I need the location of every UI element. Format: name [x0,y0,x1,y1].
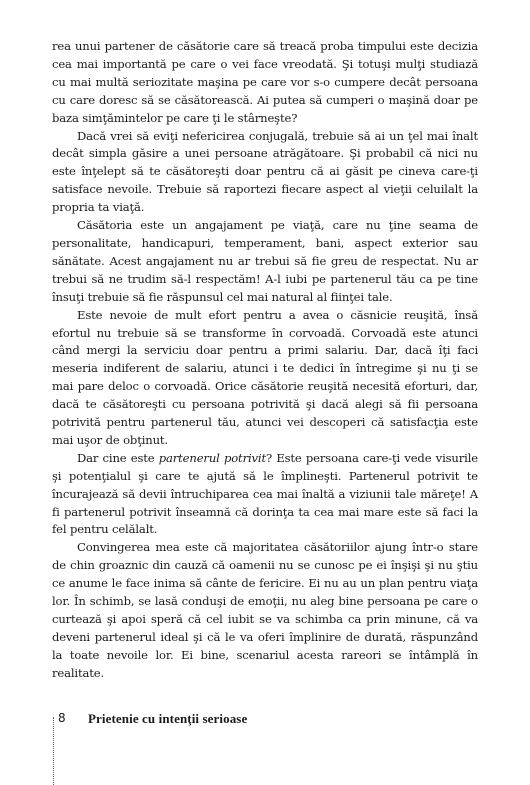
paragraph: Dacă vrei să eviţi nefericirea conjugală, trebuie să ai un ţel mai înalt decât simpla găsire a unei persoane atrăgătoare. Şi probabil că nici nu este înţelept să te căsătoreşti doar pentru că ai găsit pe cineva care-ţi satisface nevoile. Trebuie să raportezi fiecare aspect al vieţii celuilalt la propria ta viaţă. [52,128,478,215]
emphasized-term: partenerul potrivit [158,450,266,465]
margin-dotted-rule [53,717,54,785]
paragraph-rest: ? Este persoana care-ţi vede visurile şi potenţialul şi care te ajută să le împlineşti. Partenerul potrivit te încurajează să devii întruchiparea cea mai înaltă a viziunii tale măreţe! A fi partenerul potrivit înseamnă că dorinţa ta cea mai mare este să faci la fel pentru celălalt. [52,450,478,537]
paragraph-with-emphasis [52,450,478,540]
paragraph: Convingerea mea este că majoritatea căsătoriilor ajung într-o stare de chin groaznic din cauză că oamenii nu se cunosc pe ei înşişi şi nu ştiu ce anume le face inima să cânte de fericire. Ei nu au un plan pentru viaţa lor. În schimb, se lasă conduşi de emoţii, nu aleg bine persoana pe care o curtează şi apoi speră că cel iubit se va schimba ca prin minune, că va deveni partenerul ideal şi că le va oferi împlinire de durată, răspunzând la toate nevoile lor. Ei bine, scenariul acesta rareori se întâmplă în realitate. [52,540,478,680]
page-body [52,38,478,683]
paragraph: rea unui partener de căsătorie care să treacă proba timpului este decizia cea mai importantă pe care o vei face vreodată. Şi totuşi mulţi studiază cu mai multă seriozitate maşina pe care vor s-o cumpere decât persoana cu care doresc să se căsătorească. Ai putea să cumperi o maşină doar pe baza simţămintelor pe care ţi le stârneşte? [52,39,478,125]
paragraph: Este nevoie de mult efort pentru a avea o căsnicie reuşită, însă efortul nu trebuie să se transforme în corvoadă. Corvoadă este atunci când mergi la serviciu doar pentru a primi salariu. Dar, dacă îţi faci meseria indiferent de salariu, atunci i te dedici în întregime şi nu ţi se mai pare deloc o corvoadă. Orice căsătorie reuşită necesită eforturi, dar, dacă te căsătoreşti cu persoana potrivită şi dacă alegi să fii persoana potrivită pentru partenerul tău, atunci vei descoperi că satisfacţia este mai uşor de obţinut. [52,307,478,447]
page-footer [52,711,478,741]
paragraph-lead: Dar cine este [77,450,159,465]
page-number: 8 [58,711,66,725]
paragraph: Căsătoria este un angajament pe viaţă, care nu ţine seama de personalitate, handicapuri, temperament, bani, aspect exterior sau sănătate. Acest angajament nu ar trebui să fie greu de respectat. Nu ar trebui să ne trudim să-l respectăm! A-l iubi pe partenerul tău ca pe tine însuţi trebuie să fie răspunsul cel mai natural al fiinţei tale. [52,218,478,304]
running-title: Prietenie cu intenţii serioase [88,711,248,726]
